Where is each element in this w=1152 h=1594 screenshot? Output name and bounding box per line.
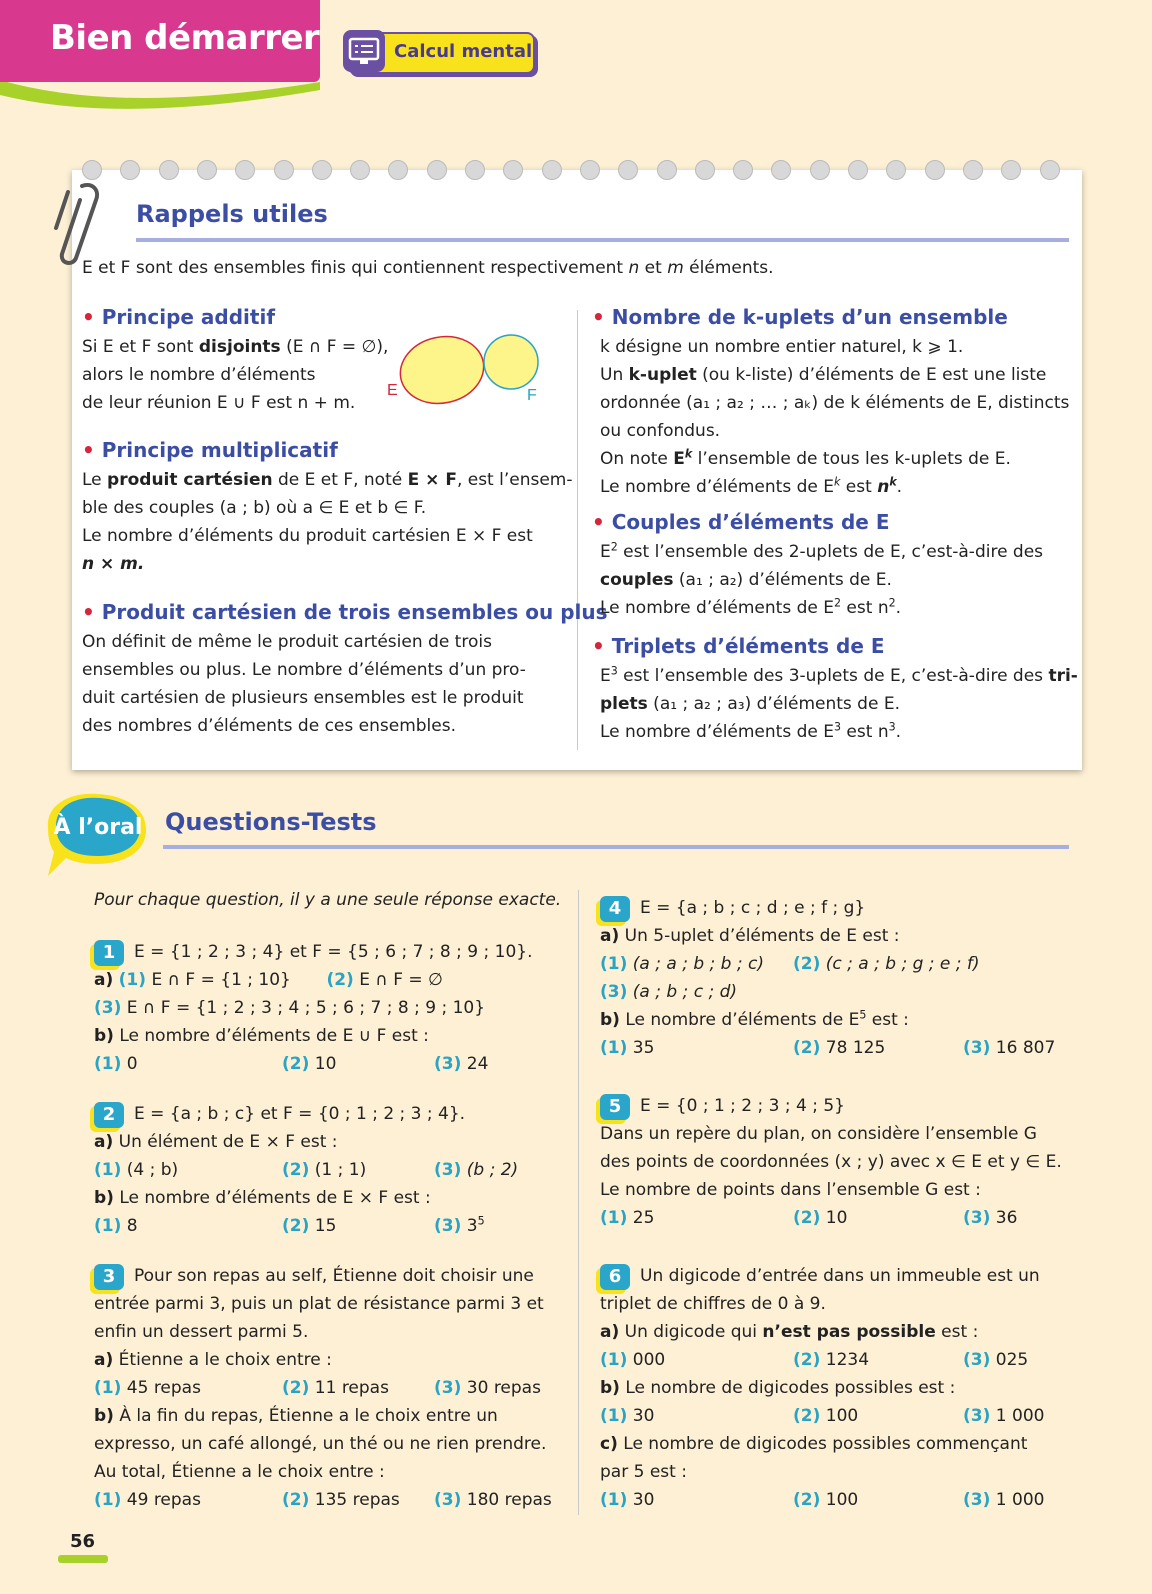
a-l-oral-label: À l’oral [53, 815, 143, 840]
additif-heading: • Principe additif [82, 305, 276, 329]
question-3: 3 Pour son repas au self, Étienne doit choisir une entrée parmi 3, puis un plat de résistance parmi 3 et enfin un dessert parmi 5. a) Étienne a le choix entre : (1) 45 repas (2) 11 repas (3) 30 repas b) À la fin du repas, Étienne a le choix entre un expresso, un café allongé, un thé ou ne rien prendre. Au total, Étienne a le choix entre : (1) 49 repas (2) 135 repas (3) 180 repas [94, 1266, 552, 1510]
kuplets-text: k désigne un nombre entier naturel, k ⩾ 1. Un k-uplet (ou k-liste) d’éléments de E est une liste ordonnée (a₁ ; a₂ ; … ; aₖ) de k éléments de E, distincts ou confondus. On note $E^k$ l’ensemble de tous les k-uplets de E. Le nombre d’éléments de $E^k$ est $n^k$. [600, 337, 1070, 497]
calcul-mental-label: Calcul mental [394, 41, 533, 62]
question-number-badge: 3 [94, 1264, 124, 1290]
page-number: 56 [70, 1531, 96, 1552]
spiral-ring [159, 160, 179, 180]
question-1: 1 E = {1 ; 2 ; 3 ; 4} et F = {5 ; 6 ; 7 ; 8 ; 9 ; 10}. a) (1) E ∩ F = {1 ; 10} (2) E ∩ F = ∅ (3) E ∩ F = {1 ; 2 ; 3 ; 4 ; 5 ; 6 ; 7 ; 8 ; 9 ; 10} b) Le nombre d’éléments de E ∪ F est : (1) 0 (2) 10 (3) 24 [94, 942, 533, 1074]
paperclip-icon [46, 178, 104, 268]
triplets-heading: • Triplets d’éléments de E [592, 634, 885, 658]
question-number-badge: 4 [600, 896, 630, 922]
questions-tests-title: Questions-Tests [165, 808, 377, 836]
spiral-ring [542, 160, 562, 180]
screen-checklist-icon [343, 30, 385, 72]
question-5: 5 E = {0 ; 1 ; 2 ; 3 ; 4 ; 5} Dans un repère du plan, on considère l’ensemble G des points de coordonnées (x ; y) avec x ∈ E et y ∈ E. Le nombre de points dans l’ensemble G est : (1) 25 (2) 10 (3) 36 [600, 1096, 1062, 1228]
questions-underline [163, 845, 1069, 849]
question-6: 6 Un digicode d’entrée dans un immeuble est un triplet de chiffres de 0 à 9. a) Un digicode qui n’est pas possible est : (1) 000 (2) 1234 (3) 025 b) Le nombre de digicodes possibles est : (1) 30 (2) 100 (3) 1 000 c) Le nombre de digicodes possibles commençant par 5 est : (1) 30 (2) 100 (3) 1 000 [600, 1266, 1045, 1510]
a-l-oral-badge [34, 790, 154, 882]
rappels-title: Rappels utiles [136, 200, 328, 228]
page-title: Bien démarrer [50, 18, 320, 58]
spiral-ring [810, 160, 830, 180]
venn-set-f [484, 335, 538, 389]
spiral-ring [82, 160, 102, 180]
spiral-ring [925, 160, 945, 180]
rappels-intro: E et F sont des ensembles finis qui contiennent respectivement n et m éléments. [82, 258, 774, 278]
kuplets-heading: • Nombre de k-uplets d’un ensemble [592, 305, 1008, 329]
instruction-text: Pour chaque question, il y a une seule réponse exacte. [94, 890, 562, 910]
spiral-ring [657, 160, 677, 180]
triplets-text: $E^3$ est l’ensemble des 3-uplets de E, c’est-à-dire des tri- plets (a₁ ; a₂ ; a₃) d’éléments de E. Le nombre d’éléments de $E^3$ est $n^3$. [600, 664, 1078, 742]
rappels-underline [136, 238, 1069, 242]
spiral-ring [274, 160, 294, 180]
questions-column-divider [578, 890, 579, 1515]
question-number-badge: 2 [94, 1102, 124, 1128]
trois-ensembles-heading: • Produit cartésien de trois ensembles ou plus [82, 600, 608, 624]
spiral-ring [1040, 160, 1060, 180]
question-4: 4 E = {a ; b ; c ; d ; e ; f ; g} a) Un 5-uplet d’éléments de E est : (1) (a ; a ; b ; b ; c) (2) (c ; a ; b ; g ; e ; f) (3) (a ; b ; c ; d) b) Le nombre d’éléments de $E^5$ est : (1) 35 (2) 78 125 (3) 16 807 [600, 898, 1056, 1058]
couples-text: $E^2$ est l’ensemble des 2-uplets de E, c’est-à-dire des couples (a₁ ; a₂) d’éléments de E. Le nombre d’éléments de $E^2$ est $n^2$. [600, 540, 1044, 618]
question-number-badge: 5 [600, 1094, 630, 1120]
spiral-ring [427, 160, 447, 180]
venn-set-e [394, 330, 490, 411]
trois-ensembles-text: On définit de même le produit cartésien de trois ensembles ou plus. Le nombre d’éléments d’un pro- duit cartésien de plusieurs ensembles est le produit des nombres d’éléments de ces ensembles. [82, 632, 526, 736]
couples-heading: • Couples d’éléments de E [592, 510, 890, 534]
spiral-ring [963, 160, 983, 180]
question-2: 2 E = {a ; b ; c} et F = {0 ; 1 ; 2 ; 3 ; 4}. a) Un élément de E × F est : (1) (4 ; b) (2) (1 ; 1) (3) (b ; 2) b) Le nombre d’éléments de E × F est : (1) 8 (2) 15 (3) $3^5$ [94, 1104, 519, 1236]
spiral-ring [580, 160, 600, 180]
venn-label-f: F [527, 387, 537, 404]
venn-diagram [385, 330, 560, 415]
venn-label-e: E [387, 382, 398, 399]
spiral-ring [695, 160, 715, 180]
column-divider [577, 310, 578, 750]
spiral-ring [733, 160, 753, 180]
spiral-ring [465, 160, 485, 180]
spiral-ring [848, 160, 868, 180]
spiral-ring [312, 160, 332, 180]
question-number-badge: 6 [600, 1264, 630, 1290]
multiplicatif-heading: • Principe multiplicatif [82, 438, 338, 462]
multiplicatif-text: Le produit cartésien de E et F, noté E × F, est l’ensem- ble des couples (a ; b) où a ∈ E et b ∈ F. Le nombre d’éléments du produit cartésien E × F est n × m. [82, 470, 573, 574]
additif-text: Si E et F sont disjoints (E ∩ F = ∅), alors le nombre d’éléments de leur réunion E ∪ F est n + m. [82, 337, 389, 413]
page-number-underline [58, 1555, 108, 1563]
question-number-badge: 1 [94, 940, 124, 966]
spiral-ring [197, 160, 217, 180]
spiral-ring [350, 160, 370, 180]
